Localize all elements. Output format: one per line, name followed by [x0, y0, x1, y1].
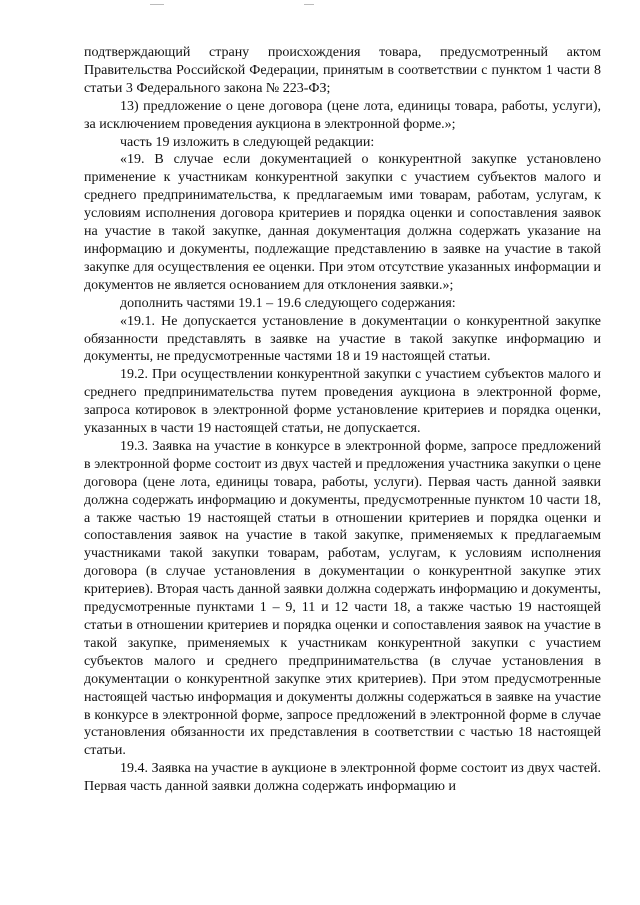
document-body — [84, 44, 601, 796]
paragraph-part-19-2: 19.2. При осуществлении конкурентной закупки с участием субъектов малого и среднего предпринимательства путем проведения аукциона в электронной форме, запроса котировок в электронной форме установление критериев и порядка оценки, указанных в части 19 настоящей статьи, не допускается. — [84, 367, 601, 437]
paragraph-part-19-3: 19.3. Заявка на участие в конкурсе в электронной форме, запросе предложений в электронной форме состоит из двух частей и предложения участника закупки о цене договора (цене лота, единицы товара, работы, услуги). Первая часть данной заявки должна содержать информацию и документы, предусмотренные пунктом 10 части 18, а также частью 19 настоящей статьи в отношении критериев и порядка оценки и сопоставления заявок на участие в такой закупке, применяемых к предлагаемым участниками такой закупки товарам, работам, услугам, к условиям исполнения договора (в случае установления в документации о конкурентной закупке этих критериев). Вторая часть данной заявки должна содержать информацию и документы, предусмотренные пунктами 1 – 9, 11 и 12 части 18, а также частью 19 настоящей статьи в отношении критериев и порядка оценки и сопоставления заявок на участие в такой закупке, применяемых к участникам конкурентной закупки с участием субъектов малого и среднего предпринимательства (в случае установления в документации о конкурентной закупке этих критериев). При этом предусмотренные настоящей частью информация и документы должны содержаться в заявке на участие в конкурсе в электронной форме, запросе предложений в электронной форме в случае установления обязанности их представления в соответствии с частью 18 настоящей статьи. — [84, 438, 601, 759]
paragraph-add-parts: дополнить частями 19.1 – 19.6 следующего содержания: — [120, 295, 456, 311]
paragraph-amend-part-19: часть 19 изложить в следующей редакции: — [120, 134, 375, 150]
paragraph-part-19-4: 19.4. Заявка на участие в аукционе в электронной форме состоит из двух частей. Первая часть данной заявки должна содержать информацию и — [84, 761, 601, 795]
paragraph-part-19: «19. В случае если документацией о конкурентной закупке установлено применение к участникам конкурентной закупки с участием субъектов малого и среднего предпринимательства, к предлагаемым ими товарам, работам, услугам, к условиям исполнения договора критериев и порядка оценки и сопоставления заявок на участие в такой закупке, данная документация должна содержать указание на информацию и документы, подлежащие представлению в заявке на участие в такой закупке для осуществления ее оценки. При этом отсутствие указанных информации и документов не является основанием для отклонения заявки.»; — [84, 152, 601, 293]
paragraph-item-13: 13) предложение о цене договора (цене лота, единицы товара, работы, услуги), за исключением проведения аукциона в электронной форме.»; — [84, 98, 601, 132]
paragraph-part-19-1: «19.1. Не допускается установление в документации о конкурентной закупке обязанности представлять в заявке на участие в такой закупке информацию и документы, не предусмотренные частями 18 и 19 настоящей статьи. — [84, 313, 601, 365]
scan-edge-marks — [0, 4, 640, 8]
paragraph-continuation: подтверждающий страну происхождения товара, предусмотренный актом Правительства Российской Федерации, принятым в соответствии с пунктом 1 части 8 статьи 3 Федерального закона № 223-ФЗ; — [84, 45, 601, 96]
